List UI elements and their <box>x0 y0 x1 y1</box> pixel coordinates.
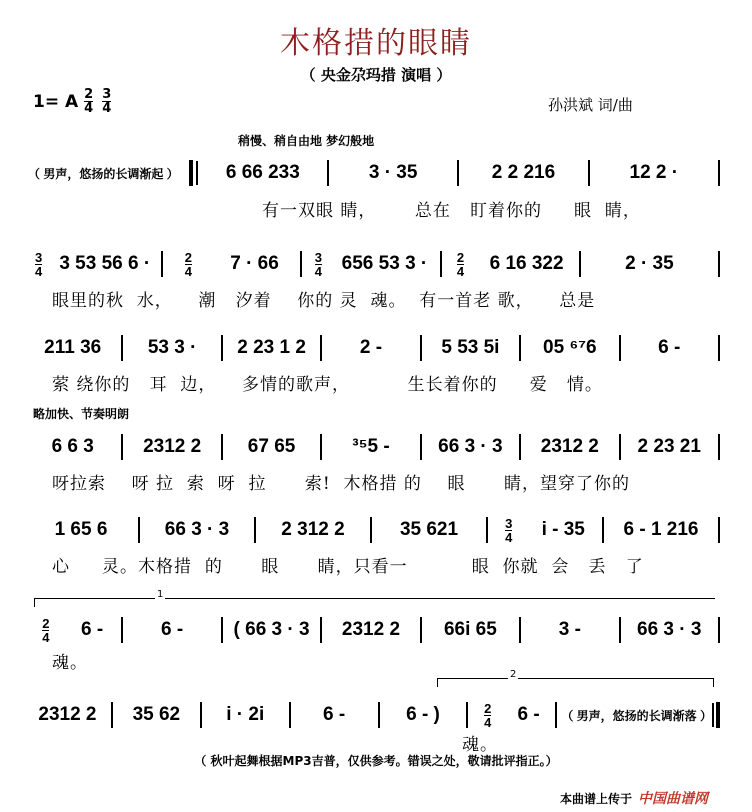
measure-notes: i · 2i <box>226 704 265 725</box>
barline <box>718 517 720 543</box>
measure-notes: 656 53 3 · <box>341 253 428 274</box>
lyricist-composer: 孙洪斌 词/曲 <box>548 96 633 114</box>
barline <box>221 434 223 460</box>
notation-row <box>28 249 724 279</box>
barline <box>111 702 113 728</box>
measure <box>227 337 316 359</box>
time-signature <box>35 251 42 278</box>
key-signature <box>33 88 114 115</box>
tempo-marking-1: 稍慢、稍自由地 梦幻般地 <box>238 134 375 148</box>
measure-notes: 6 - ) <box>406 704 440 725</box>
measure <box>625 619 714 641</box>
ts-num: 3 <box>102 87 112 102</box>
measure-notes: 2312 2 <box>540 436 599 457</box>
barline <box>254 517 256 543</box>
measure-notes: 3 53 56 6 · <box>59 253 151 274</box>
measure-notes: 6 - <box>323 704 346 725</box>
ts-den: 4 <box>456 263 465 279</box>
measure-notes: （ 男声，悠扬的长调渐落 ） <box>561 708 713 723</box>
measure-notes: 66i 65 <box>443 619 497 640</box>
measure <box>326 436 415 458</box>
performer-subtitle: （ 央金尕玛措 演唱 ） <box>300 66 452 84</box>
barline <box>555 702 557 728</box>
measure <box>625 436 714 458</box>
row-annotation: （ 男声，悠扬的长调渐起 ） <box>28 166 179 181</box>
measure-notes: 6 - <box>658 337 681 358</box>
measure <box>28 519 134 541</box>
measure-notes: 3 - <box>558 619 581 640</box>
ts-num: 2 <box>184 249 193 265</box>
measure-notes: 2 - <box>359 337 383 358</box>
measure <box>585 253 714 275</box>
barline <box>300 251 302 277</box>
measure <box>326 619 415 641</box>
measure-notes: 66 3 · 3 <box>164 519 230 540</box>
barline <box>161 251 163 277</box>
barline <box>619 434 621 460</box>
ts-num: 3 <box>505 515 513 531</box>
ts-num: 2 <box>484 700 492 716</box>
ts-den: 4 <box>42 629 50 645</box>
measure-notes: 2312 2 <box>341 619 401 640</box>
ts-num: 2 <box>42 615 50 631</box>
barline <box>221 617 223 643</box>
volta-number: 2 <box>510 669 517 680</box>
barline <box>718 434 720 460</box>
measure-notes: 6 - <box>161 619 184 640</box>
measure-notes: 66 3 · 3 <box>637 619 702 640</box>
barline <box>718 251 720 277</box>
barline <box>121 434 123 460</box>
measure <box>426 436 515 458</box>
measure <box>28 337 117 359</box>
barline <box>519 335 521 361</box>
time-signature <box>185 251 192 278</box>
lyrics-line: 有一双眼 睛， 总在 盯着你的 眼 睛， <box>262 201 641 221</box>
measure-notes: 2312 2 <box>143 436 202 457</box>
lyrics-line: 萦 绕你的 耳 边， 多情的歌声， 生长着你的 爱 情。 <box>52 375 603 395</box>
time-signature <box>457 251 464 278</box>
measure-notes: 7 · 66 <box>230 253 279 274</box>
measure-notes: 05 ⁶⁷6 <box>543 337 597 358</box>
barline <box>486 517 488 543</box>
barline <box>588 160 590 186</box>
barline <box>320 335 322 361</box>
notation-row <box>28 700 724 730</box>
measure-notes: 2 312 2 <box>281 519 345 540</box>
notation-row <box>28 515 724 545</box>
measure <box>206 704 285 726</box>
notation-row <box>28 432 724 462</box>
ts-den: 4 <box>84 101 94 116</box>
measure <box>525 436 614 458</box>
measure <box>376 519 482 541</box>
barline <box>420 434 422 460</box>
measure-notes: 6 6 3 <box>51 436 94 457</box>
barline <box>716 702 720 728</box>
measure-notes: 35 62 <box>132 704 181 725</box>
measure-notes: 12 2 · <box>629 162 679 183</box>
measure-notes: 6 - <box>80 619 104 640</box>
barline <box>121 617 123 643</box>
upload-label: 本曲谱上传于 <box>560 791 633 806</box>
volta-number: 1 <box>157 589 164 600</box>
measure <box>326 337 415 359</box>
measure-notes: 2 23 1 2 <box>237 337 306 358</box>
measure <box>167 251 296 278</box>
measure <box>561 707 712 724</box>
barline <box>519 434 521 460</box>
barline <box>327 160 329 186</box>
lyrics-line: 呀拉索 呀 拉 索 呀 拉 索! 木格措 的 眼 睛，望穿了你的 <box>52 474 630 494</box>
measure <box>117 704 196 726</box>
barline <box>602 517 604 543</box>
measure <box>463 162 583 184</box>
time-signature-2-4 <box>84 88 93 115</box>
ts-den: 4 <box>484 714 492 730</box>
measure <box>127 337 216 359</box>
measure <box>127 436 216 458</box>
ts-den: 4 <box>505 529 513 545</box>
ts-den: 4 <box>184 263 193 279</box>
notation-row <box>28 333 724 363</box>
tempo-marking-2: 略加快、节奏明朗 <box>33 407 130 421</box>
ts-num: 2 <box>456 249 465 265</box>
barline <box>221 335 223 361</box>
ts-num: 2 <box>84 87 94 102</box>
barline <box>718 335 720 361</box>
measure-notes: 6 - <box>517 704 540 725</box>
site-logo[interactable]: 中国曲谱网 <box>638 791 709 807</box>
measure <box>525 337 614 359</box>
barline <box>420 617 422 643</box>
barline <box>579 251 581 277</box>
measure <box>426 619 515 641</box>
measure <box>446 251 575 278</box>
barline <box>718 617 720 643</box>
measure-notes: 67 65 <box>247 436 296 457</box>
measure <box>608 519 714 541</box>
barline <box>619 335 621 361</box>
upload-credit <box>560 788 708 808</box>
measure <box>144 519 250 541</box>
barline <box>378 702 380 728</box>
lyrics-line: 心 灵。木格措 的 眼 睛，只看一 眼 你就 会 丢 了 <box>52 557 644 577</box>
lyrics-line: 魂。 <box>52 653 88 673</box>
measure <box>227 619 316 641</box>
lyrics-line: 魂。 <box>462 735 498 755</box>
measure-notes: 2 2 216 <box>491 162 556 183</box>
barline <box>420 335 422 361</box>
measure <box>306 251 435 278</box>
measure <box>28 617 117 644</box>
key-label: 1= A <box>33 91 79 112</box>
ts-den: 4 <box>102 101 112 116</box>
time-signature <box>505 517 512 544</box>
volta-bracket-1 <box>34 589 715 607</box>
measure <box>426 337 515 359</box>
footnote: （ 秋叶起舞根据MP3吉普，仅供参考。错误之处，敬请批评指正。） <box>194 754 558 768</box>
measure <box>472 702 551 729</box>
measure <box>227 436 316 458</box>
measure-notes: 66 3 · 3 <box>438 436 503 457</box>
measure-notes: ³⁵5 - <box>352 436 390 457</box>
barline <box>440 251 442 277</box>
measure <box>625 337 714 359</box>
measure-notes: i - 35 <box>541 519 585 540</box>
barline <box>121 335 123 361</box>
time-signature <box>484 702 491 729</box>
song-title: 木格措的眼睛 <box>280 26 472 61</box>
time-signature-3-4 <box>102 88 111 115</box>
measure-notes: 2 · 35 <box>625 253 674 274</box>
barline <box>718 160 720 186</box>
barline <box>457 160 459 186</box>
measure-notes: 211 36 <box>44 337 102 358</box>
barline <box>138 517 140 543</box>
measure <box>28 436 117 458</box>
notation-row <box>28 615 724 645</box>
measure-notes: 2 23 21 <box>637 436 701 457</box>
measure-notes: 53 3 · <box>147 337 197 358</box>
barline <box>320 434 322 460</box>
lyrics-line: 眼里的秋 水， 潮 汐着 你的 灵 魂。 有一首老 歌， 总是 <box>52 291 596 311</box>
measure <box>333 162 453 184</box>
time-signature <box>315 251 322 278</box>
measure <box>28 704 107 726</box>
barline <box>466 702 468 728</box>
time-signature <box>42 617 49 644</box>
notation-row <box>28 158 724 188</box>
barline <box>289 702 291 728</box>
measure <box>492 517 598 544</box>
measure <box>203 162 323 184</box>
measure-notes: 35 621 <box>399 519 459 540</box>
measure-notes: 1 65 6 <box>54 519 108 540</box>
ts-num: 3 <box>35 249 43 265</box>
barline <box>370 517 372 543</box>
measure <box>28 251 157 278</box>
measure <box>295 704 374 726</box>
measure-notes: ( 66 3 · 3 <box>233 619 310 640</box>
measure-notes: 6 - 1 216 <box>623 519 699 540</box>
measure <box>127 619 216 641</box>
barline <box>200 702 202 728</box>
barline <box>619 617 621 643</box>
measure <box>260 519 366 541</box>
ts-den: 4 <box>35 263 43 279</box>
barline <box>320 617 322 643</box>
repeat-start-barline <box>189 160 193 186</box>
measure-notes: 6 16 322 <box>489 253 564 274</box>
measure <box>384 704 463 726</box>
measure <box>525 619 614 641</box>
measure-notes: 5 53 5i <box>441 337 500 358</box>
ts-num: 3 <box>314 249 322 265</box>
measure-notes: 2312 2 <box>38 704 97 725</box>
volta-bracket-2 <box>437 669 714 687</box>
measure <box>594 162 714 184</box>
barline <box>519 617 521 643</box>
ts-den: 4 <box>314 263 322 279</box>
measure-notes: 6 66 233 <box>225 162 300 183</box>
measure-notes: 3 · 35 <box>368 162 418 183</box>
